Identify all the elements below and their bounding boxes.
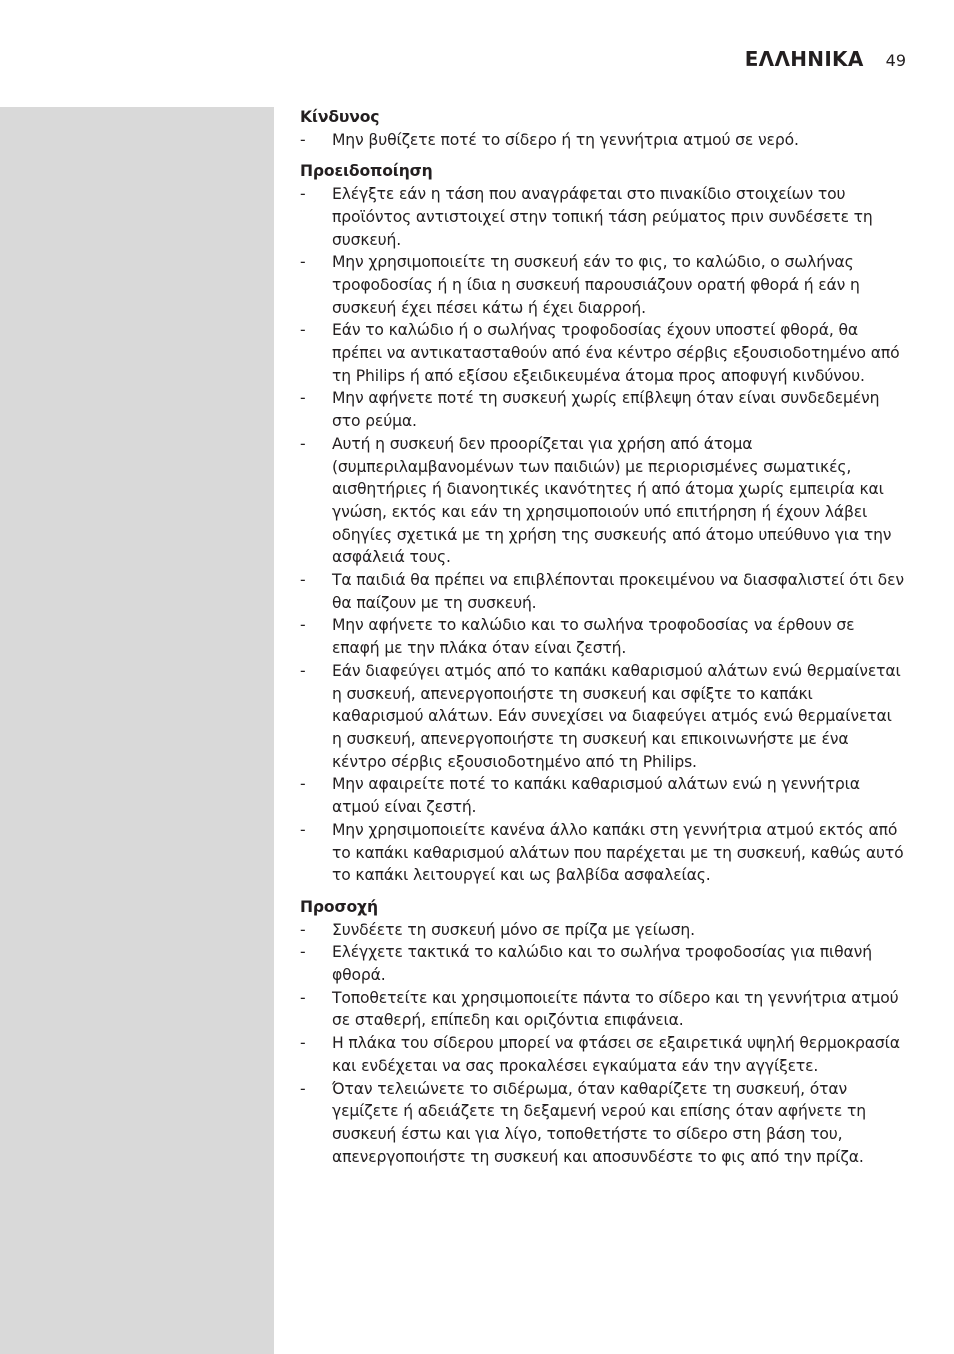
list-item — [300, 660, 906, 774]
section-caution — [300, 896, 906, 1168]
list-item — [300, 319, 906, 387]
dash-bullet: - — [300, 389, 306, 408]
list-item-text: Τοποθετείτε και χρησιμοποιείτε πάντα το σίδερο και τη γεννήτρια ατμού σε σταθερή, επίπεδη και οριζόντια επιφάνεια. — [332, 988, 899, 1030]
list-item-text: Ελέγξτε εάν η τάση που αναγράφεται στο πινακίδιο στοιχείων του προϊόντος αντιστοιχεί στην τοπική τάση ρεύματος πριν συνδέσετε τη συσκευή. — [332, 185, 873, 249]
list-item-text: Μην αφήνετε ποτέ τη συσκευή χωρίς επίβλεψη όταν είναι συνδεδεμένη στο ρεύμα. — [332, 389, 880, 431]
list-item — [300, 773, 906, 818]
list-item — [300, 1032, 906, 1077]
dash-bullet: - — [300, 1034, 306, 1053]
list-item-text: Ελέγχετε τακτικά το καλώδιο και το σωλήνα τροφοδοσίας για πιθανή φθορά. — [332, 943, 872, 985]
list-item — [300, 569, 906, 614]
list-item — [300, 987, 906, 1032]
dash-bullet: - — [300, 920, 306, 939]
bullet-list — [300, 183, 906, 887]
list-item — [300, 1078, 906, 1169]
section-title: Προσοχή — [300, 897, 378, 916]
page-header — [745, 47, 906, 71]
dash-bullet: - — [300, 943, 306, 962]
dash-bullet: - — [300, 434, 306, 453]
page-content — [300, 106, 906, 1177]
list-item-text: Εάν διαφεύγει ατμός από το καπάκι καθαρισμού αλάτων ενώ θερμαίνεται η συσκευή, απενεργοποιήστε τη συσκευή και σφίξτε το καπάκι καθαρισμού αλάτων. Εάν συνεχίσει να διαφεύγει ατμός ενώ θερμαίνεται η συσκευή, απενεργοποιήστε τη συσκευή και επικοινωνήστε με ένα κέντρο σέρβις εξουσιοδοτημένο από τη Philips. — [332, 661, 901, 771]
section-title: Προειδοποίηση — [300, 162, 433, 181]
list-item-text: Όταν τελειώνετε το σιδέρωμα, όταν καθαρίζετε τη συσκευή, όταν γεμίζετε ή αδειάζετε τη δεξαμενή νερού και επίσης όταν αφήνετε τη συσκευή έστω και για λίγο, τοποθετήστε το σίδερο στη βάση του, απενεργοποιήστε τη συσκευή και αποσυνδέστε το φις από την πρίζα. — [332, 1079, 866, 1166]
dash-bullet: - — [300, 571, 306, 590]
list-item-text: Μην αφαιρείτε ποτέ το καπάκι καθαρισμού αλάτων ενώ η γεννήτρια ατμού είναι ζεστή. — [332, 775, 860, 817]
section-warning — [300, 160, 906, 887]
dash-bullet: - — [300, 130, 306, 149]
section-danger — [300, 106, 906, 151]
list-item — [300, 183, 906, 251]
dash-bullet: - — [300, 1079, 306, 1098]
language-label: ΕΛΛΗΝΙΚΑ — [744, 47, 864, 71]
list-item-text: Μην χρησιμοποιείτε τη συσκευή εάν το φις, το καλώδιο, ο σωλήνας τροφοδοσίας ή η ίδια η συσκευή παρουσιάζουν ορατή φθορά ή εάν η συσκευή έχει πέσει κάτω ή έχει διαρροή. — [332, 253, 860, 317]
dash-bullet: - — [300, 820, 306, 839]
list-item-text: Αυτή η συσκευή δεν προορίζεται για χρήση από άτομα (συμπεριλαμβανομένων των παιδιών) με περιορισμένες σωματικές, αισθητήριες ή διανοητικές ικανότητες ή από άτομα χωρίς εμπειρία και γνώση, εκτός και εάν τη χρησιμοποιούν υπό επιτήρηση ή έχουν λάβει οδηγίες σχετικά με τη χρήση της συσκευής από άτομο υπεύθυνο για την ασφάλειά τους. — [332, 434, 892, 567]
dash-bullet: - — [300, 185, 306, 204]
list-item — [300, 129, 906, 152]
list-item — [300, 387, 906, 432]
list-item-text: Τα παιδιά θα πρέπει να επιβλέπονται προκειμένου να διασφαλιστεί ότι δεν θα παίζουν με τη συσκευή. — [332, 571, 904, 612]
dash-bullet: - — [300, 775, 306, 794]
list-item — [300, 614, 906, 659]
dash-bullet: - — [300, 988, 306, 1007]
section-title: Κίνδυνος — [300, 108, 380, 126]
list-item-text: Μην χρησιμοποιείτε κανένα άλλο καπάκι στη γεννήτρια ατμού εκτός από το καπάκι καθαρισμού αλάτων που παρέχεται με τη συσκευή, καθώς αυτό το καπάκι λειτουργεί και ως βαλβίδα ασφαλείας. — [332, 820, 904, 885]
dash-bullet: - — [300, 321, 306, 340]
list-item-text: Συνδέετε τη συσκευή μόνο σε πρίζα με γείωση. — [332, 920, 695, 939]
list-item — [300, 433, 906, 569]
bullet-list — [300, 129, 906, 152]
side-margin-band — [0, 107, 274, 1354]
dash-bullet: - — [300, 253, 306, 272]
list-item-text: Η πλάκα του σίδερου μπορεί να φτάσει σε εξαιρετικά υψηλή θερμοκρασία και ενδέχεται να σας προκαλέσει εγκαύματα εάν την αγγίξετε. — [332, 1034, 900, 1075]
list-item — [300, 251, 906, 319]
list-item-text: Εάν το καλώδιο ή ο σωλήνας τροφοδοσίας έχουν υποστεί φθορά, θα πρέπει να αντικατασταθούν από ένα κέντρο σέρβις εξουσιοδοτημένο από τη Philips ή από εξίσου εξειδικευμένα άτομα προς αποφυγή κινδύνου. — [332, 321, 900, 385]
page-number: 49 — [885, 51, 906, 70]
list-item-text: Μην αφήνετε το καλώδιο και το σωλήνα τροφοδοσίας να έρθουν σε επαφή με την πλάκα όταν είναι ζεστή. — [332, 616, 855, 658]
dash-bullet: - — [300, 616, 306, 635]
dash-bullet: - — [300, 661, 306, 680]
list-item — [300, 919, 906, 942]
list-item-text: Μην βυθίζετε ποτέ το σίδερο ή τη γεννήτρια ατμού σε νερό. — [332, 130, 799, 149]
list-item — [300, 941, 906, 986]
list-item — [300, 819, 906, 887]
bullet-list — [300, 919, 906, 1169]
